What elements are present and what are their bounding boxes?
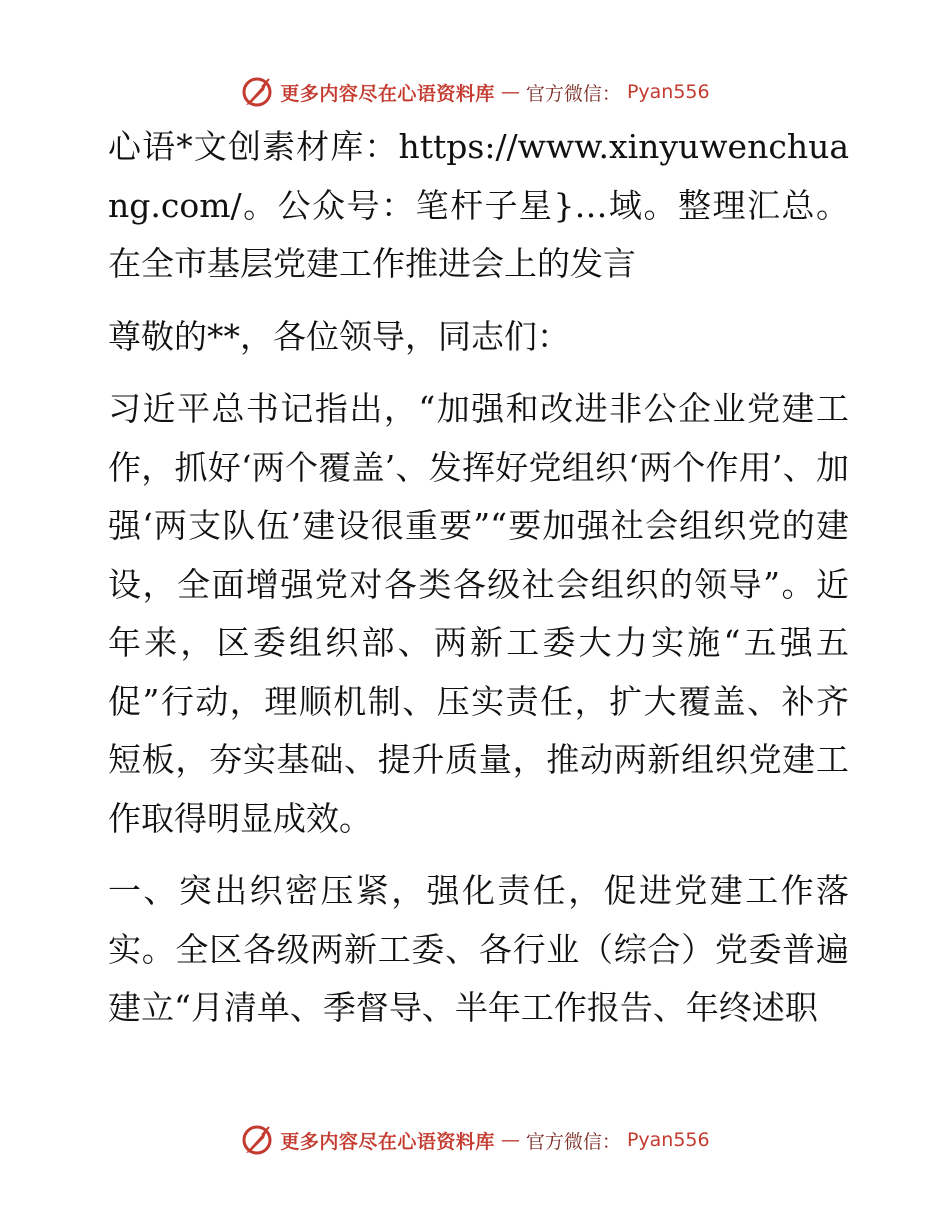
footer-watermark [0,1120,950,1160]
watermark-official-label: 官方微信： [525,82,621,105]
watermark-main-text: 更多内容尽在心语资料库 [280,1130,495,1153]
watermark-main-text: 更多内容尽在心语资料库 [280,82,495,105]
quill-pen-logo-icon [240,1123,274,1157]
watermark-wechat-id: Pyan556 [626,81,710,103]
salutation: 尊敬的**，各位领导，同志们： [108,316,570,356]
watermark-separator: — [500,1129,520,1151]
quill-pen-logo-icon [240,75,274,109]
watermark-wechat-id: Pyan556 [626,1129,710,1151]
header-paragraph: 心语*文创素材库：https://www.xinyuwenchuang.com/。公众号：笔杆子星}…域。整理汇总。在全市基层党建工作推进会上的发言 [108,127,849,283]
watermark-official-label: 官方微信： [525,1130,621,1153]
document-body [97,118,849,1038]
header-watermark [0,72,950,112]
paragraph-2: 一、突出织密压紧，强化责任，促进党建工作落实。全区各级两新工委、各行业（综合）党委普遍建立“月清单、季督导、半年工作报告、年终述职 [108,871,849,1027]
paragraph-1: 习近平总书记指出，“加强和改进非公企业党建工作，抓好‘两个覆盖’、发挥好党组织‘两个作用’、加强‘两支队伍’建设很重要”“要加强社会组织党的建设，全面增强党对各类各级社会组织的领导”。近年来，区委组织部、两新工委大力实施“五强五促”行动，理顺机制、压实责任，扩大覆盖、补齐短板，夯实基础、提升质量，推动两新组织党建工作取得明显成效。 [108,389,849,838]
watermark-separator: — [500,81,520,103]
